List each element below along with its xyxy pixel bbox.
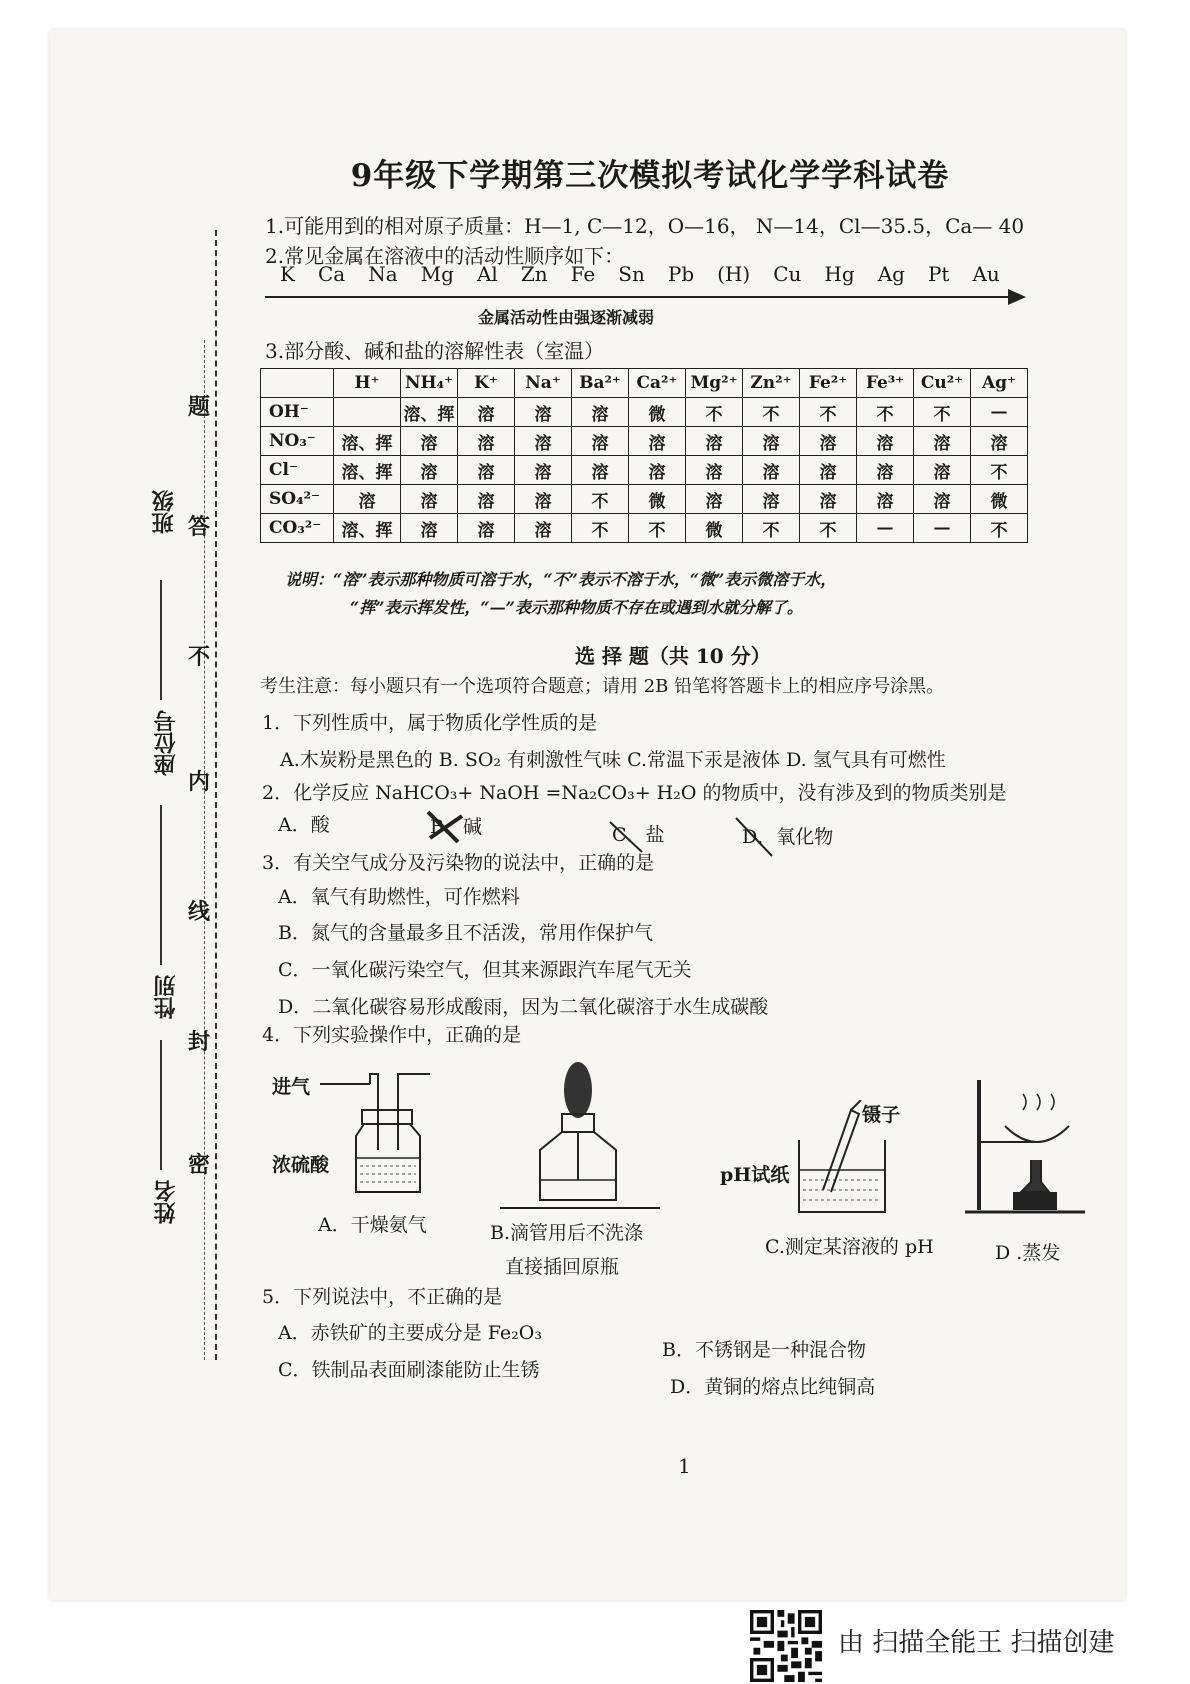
table-cell: 溶 bbox=[743, 427, 800, 456]
seal-char-4: 内 bbox=[188, 769, 211, 795]
metal-6: Fe bbox=[570, 262, 596, 286]
seal-line-inner bbox=[215, 230, 217, 1360]
table-cell: 溶 bbox=[515, 456, 572, 485]
table-corner bbox=[261, 369, 334, 398]
column-header: NH₄⁺ bbox=[401, 369, 458, 398]
gender-label: 性别 bbox=[153, 975, 179, 1019]
arrow-right-icon bbox=[1008, 289, 1026, 305]
row-header: OH⁻ bbox=[261, 398, 334, 427]
table-cell: 溶 bbox=[857, 485, 914, 514]
table-cell: 不 bbox=[686, 398, 743, 427]
table-cell: 溶 bbox=[914, 427, 971, 456]
table-cell: 溶 bbox=[458, 514, 515, 543]
table-cell: 溶 bbox=[629, 427, 686, 456]
table-cell: 不 bbox=[743, 514, 800, 543]
metal-13: Pt bbox=[927, 262, 950, 286]
row-header: SO₄²⁻ bbox=[261, 485, 334, 514]
metal-11: Hg bbox=[824, 262, 855, 286]
column-header: Na⁺ bbox=[515, 369, 572, 398]
atomic-mass-info: 1.可能用到的相对原子质量：H—1, C—12，O—16， N—14，Cl—35.5，Ca— 40 bbox=[265, 214, 1025, 238]
metal-9: (H) bbox=[717, 262, 751, 286]
table-cell: 溶 bbox=[572, 427, 629, 456]
seat-blank bbox=[160, 805, 162, 965]
gender-blank bbox=[160, 1040, 162, 1170]
metal-12: Ag bbox=[877, 262, 905, 286]
table-cell bbox=[334, 398, 401, 427]
seal-char-5: 线 bbox=[188, 899, 211, 925]
table-row bbox=[261, 456, 1028, 485]
q3-option-d: D．二氧化碳容易形成酸雨，因为二氧化碳溶于水生成碳酸 bbox=[278, 996, 769, 1018]
table-cell: 溶 bbox=[401, 456, 458, 485]
table-cell: 不 bbox=[629, 514, 686, 543]
table-cell: 溶 bbox=[800, 485, 857, 514]
table-cell: 溶 bbox=[743, 485, 800, 514]
table-cell: 溶 bbox=[743, 456, 800, 485]
column-header: K⁺ bbox=[458, 369, 515, 398]
class-blank bbox=[160, 580, 162, 700]
table-cell: 溶 bbox=[572, 398, 629, 427]
table-cell: 不 bbox=[572, 514, 629, 543]
row-header: NO₃⁻ bbox=[261, 427, 334, 456]
table-cell: 溶、挥 bbox=[401, 398, 458, 427]
column-header: Ca²⁺ bbox=[629, 369, 686, 398]
label-acid: 浓硫酸 bbox=[272, 1154, 330, 1176]
table-cell: — bbox=[857, 514, 914, 543]
q5-option-b: B．不锈钢是一种混合物 bbox=[662, 1339, 866, 1361]
table-cell: 溶 bbox=[458, 427, 515, 456]
series-caption: 金属活动性由强逐渐减弱 bbox=[478, 308, 655, 327]
table-row bbox=[261, 398, 1028, 427]
metal-4: Al bbox=[476, 262, 498, 286]
table-cell: 不 bbox=[857, 398, 914, 427]
beaker-tweezers-icon bbox=[795, 1100, 905, 1220]
dropper-bottle-icon bbox=[500, 1060, 660, 1210]
q1-options: A.木炭粉是黑色的 B. SO₂ 有刺激性气味 C.常温下汞是液体 D. 氢气具有可燃性 bbox=[280, 749, 946, 771]
section-title: 选 择 题（共 10 分） bbox=[575, 644, 771, 668]
table-cell: 微 bbox=[629, 398, 686, 427]
table-cell: 溶 bbox=[458, 456, 515, 485]
column-header: Fe²⁺ bbox=[800, 369, 857, 398]
label-ph-paper: pH试纸 bbox=[720, 1164, 790, 1186]
seat-label: 座位号 bbox=[153, 710, 179, 776]
column-header: Ba²⁺ bbox=[572, 369, 629, 398]
table-cell: 溶 bbox=[686, 427, 743, 456]
q2-option-b: B．碱 bbox=[430, 816, 482, 838]
q2-option-c: C．盐 bbox=[612, 824, 665, 846]
q5-option-d: D．黄铜的熔点比纯铜高 bbox=[670, 1376, 876, 1398]
table-cell: — bbox=[914, 514, 971, 543]
table-cell: 不 bbox=[971, 514, 1028, 543]
caption-a: A．干燥氨气 bbox=[318, 1214, 427, 1236]
scanner-watermark: 由 扫描全能王 扫描创建 bbox=[838, 1628, 1115, 1658]
table-note-1: 说明：“溶”表示那种物质可溶于水，“不”表示不溶于水，“微”表示微溶于水， bbox=[285, 570, 837, 589]
column-header: Zn²⁺ bbox=[743, 369, 800, 398]
seal-char-2: 答 bbox=[188, 514, 211, 540]
table-cell: 溶 bbox=[458, 398, 515, 427]
gas-washing-bottle-icon bbox=[320, 1070, 460, 1200]
table-cell: 溶 bbox=[515, 398, 572, 427]
metal-3: Mg bbox=[420, 262, 454, 286]
table-cell: 不 bbox=[914, 398, 971, 427]
table-cell: 溶、挥 bbox=[334, 427, 401, 456]
table-cell: 溶 bbox=[401, 427, 458, 456]
name-label: 姓名 bbox=[153, 1180, 179, 1224]
table-cell: 微 bbox=[629, 485, 686, 514]
table-cell: 微 bbox=[686, 514, 743, 543]
table-cell: 溶 bbox=[515, 485, 572, 514]
q3-option-b: B．氮气的含量最多且不活泼，常用作保护气 bbox=[278, 922, 653, 944]
column-header: Fe³⁺ bbox=[857, 369, 914, 398]
q2-option-a: A．酸 bbox=[278, 814, 330, 836]
table-cell: 不 bbox=[800, 398, 857, 427]
class-label: 班级 bbox=[151, 490, 177, 534]
table-cell: 溶 bbox=[800, 456, 857, 485]
table-cell: — bbox=[971, 398, 1028, 427]
table-cell: 不 bbox=[971, 456, 1028, 485]
metal-5: Zn bbox=[520, 262, 548, 286]
table-cell: 溶 bbox=[515, 427, 572, 456]
q3-option-a: A．氧气有助燃性，可作燃料 bbox=[278, 886, 520, 908]
q2-option-d: D．氧化物 bbox=[742, 826, 834, 848]
q1-stem: 1．下列性质中，属于物质化学性质的是 bbox=[262, 712, 598, 734]
metal-7: Sn bbox=[618, 262, 645, 286]
column-header: H⁺ bbox=[334, 369, 401, 398]
table-cell: 溶 bbox=[914, 456, 971, 485]
table-cell: 溶 bbox=[401, 485, 458, 514]
table-cell: 不 bbox=[743, 398, 800, 427]
table-cell: 溶 bbox=[971, 427, 1028, 456]
solubility-table bbox=[260, 368, 1028, 543]
metal-0: K bbox=[280, 262, 295, 286]
column-header: Mg²⁺ bbox=[686, 369, 743, 398]
table-cell: 溶 bbox=[401, 514, 458, 543]
activity-series bbox=[280, 262, 1000, 286]
table-note-2: “挥”表示挥发性，“—”表示那种物质不存在或遇到水就分解了。 bbox=[350, 598, 803, 617]
q3-stem: 3．有关空气成分及污染物的说法中，正确的是 bbox=[262, 852, 655, 874]
label-gas-in: 进气 bbox=[272, 1076, 311, 1098]
row-header: Cl⁻ bbox=[261, 456, 334, 485]
solubility-table-title: 3.部分酸、碱和盐的溶解性表（室温） bbox=[265, 339, 605, 363]
q5-stem: 5．下列说法中，不正确的是 bbox=[262, 1286, 503, 1308]
table-row bbox=[261, 485, 1028, 514]
metal-8: Pb bbox=[667, 262, 695, 286]
q5-option-a: A．赤铁矿的主要成分是 Fe₂O₃ bbox=[278, 1322, 542, 1344]
metal-10: Cu bbox=[773, 262, 802, 286]
row-header: CO₃²⁻ bbox=[261, 514, 334, 543]
caption-b-1: B.滴管用后不洗涤 bbox=[490, 1222, 644, 1244]
seal-char-1: 题 bbox=[188, 394, 211, 420]
table-cell: 溶 bbox=[857, 456, 914, 485]
activity-series-intro: 2.常见金属在溶液中的活动性顺序如下： bbox=[265, 244, 625, 268]
q4-stem: 4．下列实验操作中，正确的是 bbox=[262, 1024, 522, 1046]
table-cell: 溶 bbox=[686, 485, 743, 514]
column-header: Ag⁺ bbox=[971, 369, 1028, 398]
q3-option-c: C．一氧化碳污染空气，但其来源跟汽车尾气无关 bbox=[278, 959, 692, 981]
q2-stem: 2．化学反应 NaHCO₃+ NaOH =Na₂CO₃+ H₂O 的物质中，没有涉及到的物质类别是 bbox=[262, 782, 1007, 804]
metal-14: Au bbox=[972, 262, 1000, 286]
table-row bbox=[261, 514, 1028, 543]
table-cell: 不 bbox=[800, 514, 857, 543]
table-cell: 溶 bbox=[629, 456, 686, 485]
metal-1: Ca bbox=[317, 262, 346, 286]
page-number: 1 bbox=[678, 1454, 691, 1478]
qr-code-icon bbox=[750, 1610, 822, 1682]
metal-2: Na bbox=[368, 262, 398, 286]
q5-option-c: C．铁制品表面刷漆能防止生锈 bbox=[278, 1359, 540, 1381]
table-cell: 溶 bbox=[458, 485, 515, 514]
table-cell: 溶 bbox=[334, 485, 401, 514]
table-cell: 溶 bbox=[800, 427, 857, 456]
page-title: 9年级下学期第三次模拟考试化学学科试卷 bbox=[350, 158, 950, 194]
table-cell: 溶 bbox=[515, 514, 572, 543]
caption-c: C.测定某溶液的 pH bbox=[765, 1236, 934, 1258]
column-header: Cu²⁺ bbox=[914, 369, 971, 398]
seal-char-3: 不 bbox=[188, 644, 211, 670]
table-row bbox=[261, 427, 1028, 456]
table-cell: 溶、挥 bbox=[334, 514, 401, 543]
table-cell: 不 bbox=[572, 485, 629, 514]
seal-line-outer bbox=[204, 340, 205, 1360]
caption-b-2: 直接插回原瓶 bbox=[505, 1256, 620, 1278]
instruction: 考生注意：每小题只有一个选项符合题意；请用 2B 铅笔将答题卡上的相应序号涂黑。 bbox=[260, 676, 945, 697]
table-cell: 溶、挥 bbox=[334, 456, 401, 485]
table-cell: 溶 bbox=[914, 485, 971, 514]
seal-char-6: 封 bbox=[188, 1029, 211, 1055]
table-cell: 溶 bbox=[686, 456, 743, 485]
caption-d: D .蒸发 bbox=[995, 1242, 1061, 1264]
table-cell: 溶 bbox=[572, 456, 629, 485]
label-tweezers: 镊子 bbox=[862, 1104, 901, 1126]
evaporating-dish-icon bbox=[965, 1080, 1095, 1220]
table-cell: 溶 bbox=[857, 427, 914, 456]
table-cell: 微 bbox=[971, 485, 1028, 514]
seal-char-7: 密 bbox=[188, 1152, 211, 1178]
activity-arrow-line bbox=[265, 296, 1015, 298]
